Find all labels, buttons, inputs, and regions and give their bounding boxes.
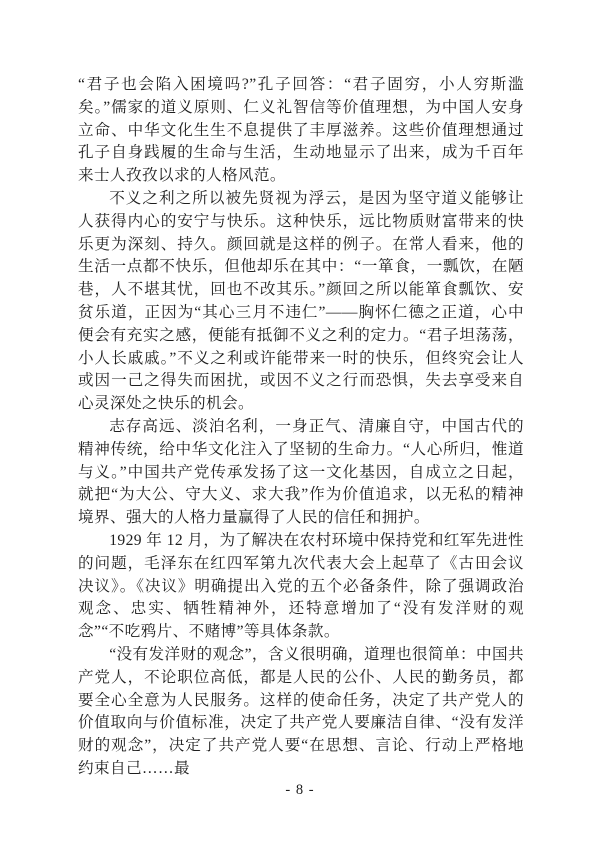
paragraph: 不义之利之所以被先贤视为浮云，是因为坚守道义能够让人获得内心的安宁与快乐。这种快乐，远比物质财富带来的快乐更为深刻、持久。颜回就是这样的例子。在常人看来，他的生活一点都不快乐，但他却乐在其中：“一箪食，一瓢饮，在陋巷，人不堪其忧，回也不改其乐。”颜回之所以能箪食瓢饮、安贫乐道，正因为“其心三月不违仁”——胸怀仁德之正道，心中便会有充实之感，便能有抵御不义之利的定力。“君子坦荡荡，小人长戚戚。”不义之利或许能带来一时的快乐，但终究会让人或因一己之得失而困扰，或因不义之行而恐惧，失去享受来自心灵深处之快乐的机会。 [78,189,524,413]
paragraph: 1929 年 12 月，为了解决在农村环境中保持党和红军先进性的问题，毛泽东在红四军第九次代表大会上起草了《古田会议决议》。《决议》明确提出入党的五个必备条件，除了强调政治观念、忠实、牺牲精神外，还特意增加了“没有发洋财的观念”“不吃鸦片、不赌博”等具体条款。 [78,531,524,641]
paragraph: 志存高远、淡泊名利，一身正气、清廉自守，中国古代的精神传统，给中华文化注入了坚韧的生命力。“人心所归，惟道与义。”中国共产党传承发扬了这一文化基因，自成立之日起，就把“为大公、守大义、求大我”作为价值追求，以无私的精神境界、强大的人格力量赢得了人民的信任和拥护。 [78,417,524,527]
paragraph: “君子也会陷入困境吗?”孔子回答：“君子固穷，小人穷斯滥矣。”儒家的道义原则、仁义礼智信等价值理想，为中国人安身立命、中华文化生生不息提供了丰厚滋养。这些价值理想通过孔子自身践履的生命与生活，生动地显示了出来，成为千百年来士人孜孜以求的人格风范。 [78,76,524,185]
page-number: - 8 - [285,782,315,798]
document-body [78,74,524,781]
paragraph: “没有发洋财的观念”，含义很明确，道理也很简单：中国共产党人，不论职位高低，都是人民的公仆、人民的勤务员，都要全心全意为人民服务。这样的使命任务，决定了共产党人的价值取向与价值标准，决定了共产党人要廉洁自律、“没有发洋财的观念”，决定了共产党人要“在思想、言论、行动上严格地约束自己……最 [78,645,524,777]
